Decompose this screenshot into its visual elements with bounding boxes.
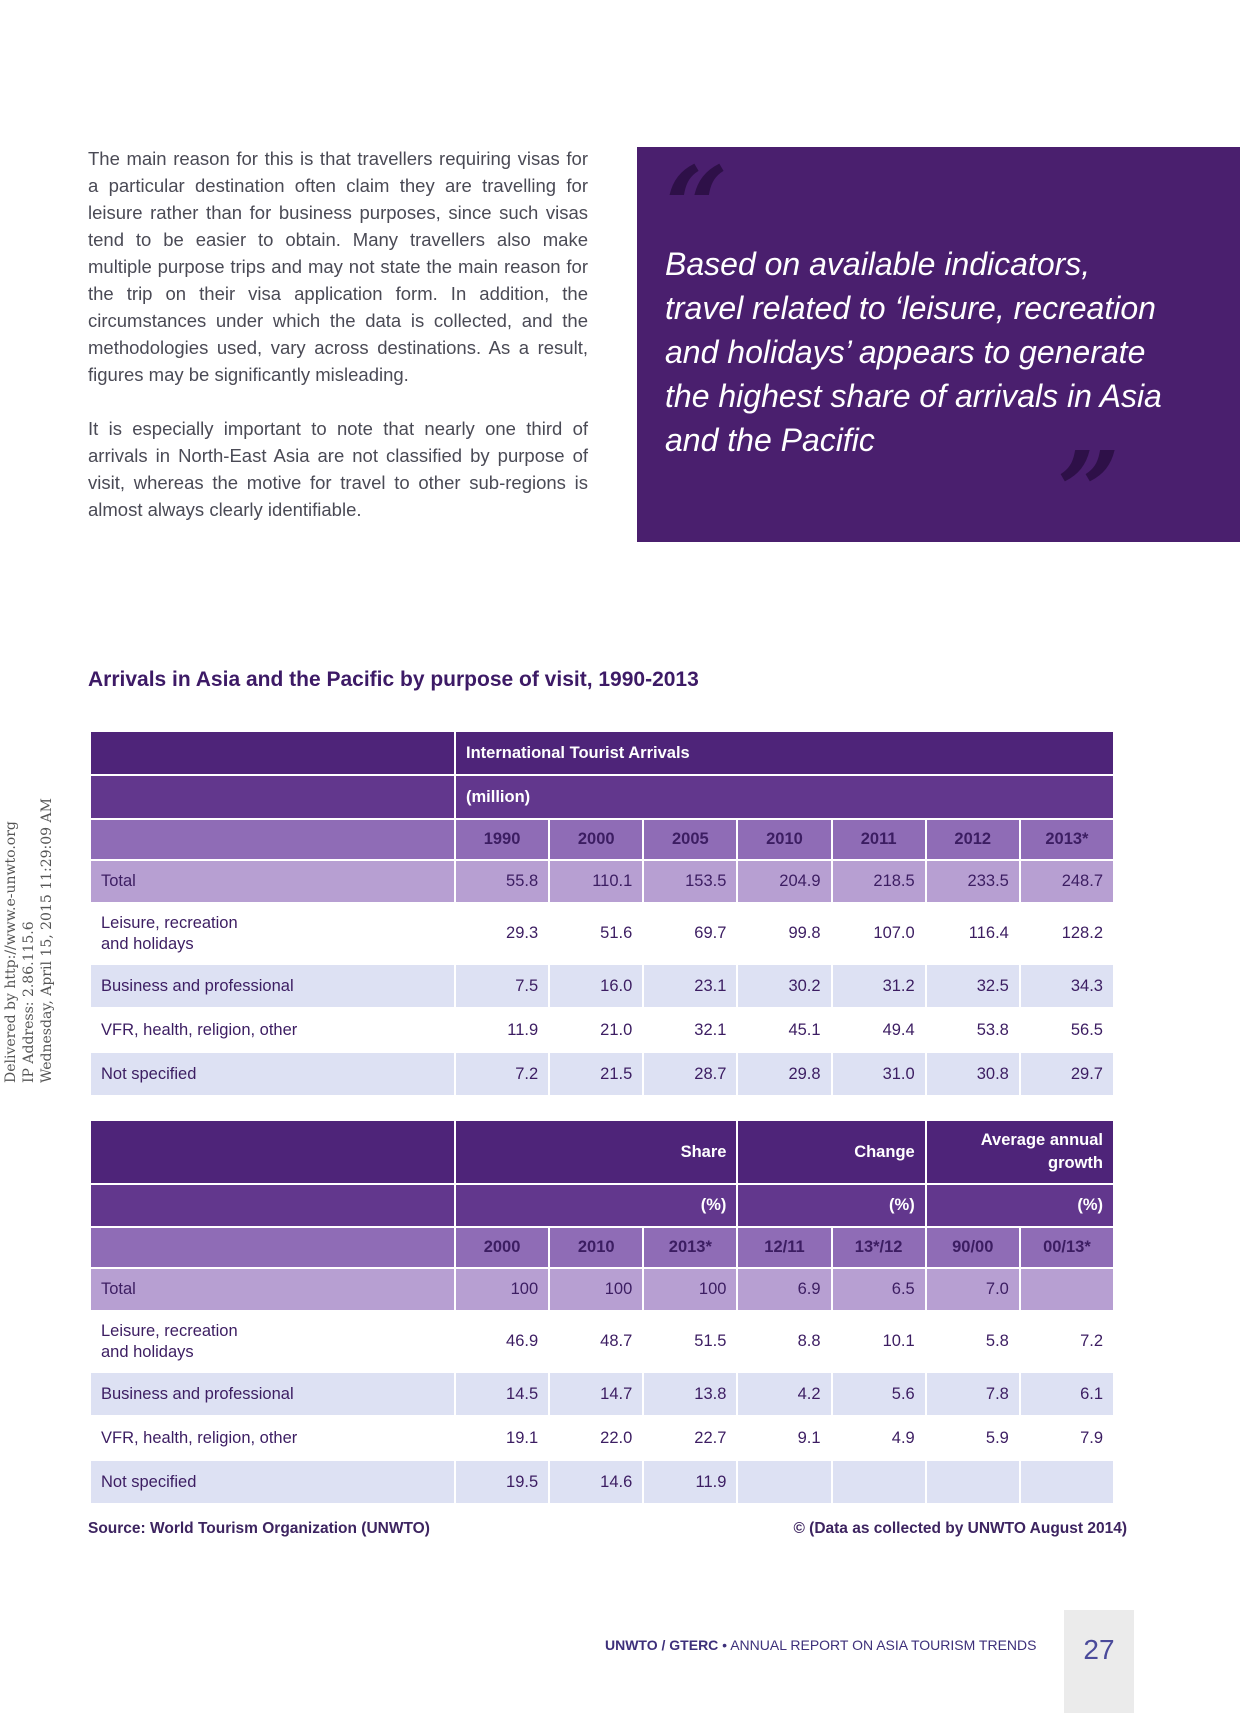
table2-year: 2010: [549, 1227, 643, 1268]
cell: 100: [549, 1268, 643, 1311]
table2-year: 2013*: [643, 1227, 737, 1268]
change-unit: (%): [737, 1184, 925, 1227]
footer-bullet: •: [718, 1637, 731, 1653]
table1-year: 2010: [737, 819, 831, 860]
average-annual-growth-header: Average annual growth: [926, 1120, 1114, 1184]
cell: 49.4: [832, 1008, 926, 1052]
cell: 51.6: [549, 903, 643, 964]
cell: [926, 1460, 1020, 1504]
cell: 30.2: [737, 964, 831, 1008]
table2-year: 12/11: [737, 1227, 831, 1268]
cell: 13.8: [643, 1372, 737, 1416]
cell: 6.5: [832, 1268, 926, 1311]
cell: 5.8: [926, 1311, 1020, 1372]
cell: 99.8: [737, 903, 831, 964]
row-label: Leisure, recreation and holidays: [90, 1311, 455, 1372]
cell: 7.2: [455, 1052, 549, 1096]
table-row: [90, 1268, 1114, 1311]
table1-unit: (million): [455, 775, 1114, 819]
table1-corner-years: [90, 819, 455, 860]
table2-years-row: [90, 1227, 1114, 1268]
cell: 7.8: [926, 1372, 1020, 1416]
cell: 21.5: [549, 1052, 643, 1096]
cell: 116.4: [926, 903, 1020, 964]
cell: 5.9: [926, 1416, 1020, 1460]
cell: 55.8: [455, 860, 549, 903]
table2-corner: [90, 1120, 455, 1184]
table-row: [90, 1311, 1114, 1372]
table2-year: 00/13*: [1020, 1227, 1114, 1268]
cell: 11.9: [455, 1008, 549, 1052]
table-row: [90, 964, 1114, 1008]
cell: 233.5: [926, 860, 1020, 903]
footer-brand: UNWTO / GTERC: [605, 1637, 719, 1653]
cell: 32.5: [926, 964, 1020, 1008]
cell: 22.7: [643, 1416, 737, 1460]
cell: 10.1: [832, 1311, 926, 1372]
row-label: Total: [90, 1268, 455, 1311]
cell: 48.7: [549, 1311, 643, 1372]
cell: 45.1: [737, 1008, 831, 1052]
row-label: VFR, health, religion, other: [90, 1008, 455, 1052]
cell: 51.5: [643, 1311, 737, 1372]
cell: 14.7: [549, 1372, 643, 1416]
cell: 8.8: [737, 1311, 831, 1372]
table-row: [90, 1008, 1114, 1052]
change-header: Change: [737, 1120, 925, 1184]
cell: 9.1: [737, 1416, 831, 1460]
table1-corner: [90, 731, 455, 775]
row-label: Leisure, recreation and holidays: [90, 903, 455, 964]
cell: 4.9: [832, 1416, 926, 1460]
cell: 31.0: [832, 1052, 926, 1096]
cell: 29.8: [737, 1052, 831, 1096]
share-header: Share: [455, 1120, 737, 1184]
open-quote-icon: “: [665, 142, 729, 271]
cell: 29.7: [1020, 1052, 1114, 1096]
cell: 69.7: [643, 903, 737, 964]
cell: 4.2: [737, 1372, 831, 1416]
north-east-asia-paragraph: It is especially important to note that nearly one third of arrivals in North-East Asia are not classified by purpose of visit, whereas the motive for travel to other sub-regions is almost always clearly identifiable.: [88, 418, 588, 520]
watermark-line: Delivered by http://www.e-unwto.org: [3, 821, 19, 1083]
cell: 6.1: [1020, 1372, 1114, 1416]
cell: 100: [643, 1268, 737, 1311]
cell: 6.9: [737, 1268, 831, 1311]
cell: 53.8: [926, 1008, 1020, 1052]
source-note: Source: World Tourism Organization (UNWTO): [88, 1520, 430, 1537]
cell: 7.5: [455, 964, 549, 1008]
row-label: Business and professional: [90, 1372, 455, 1416]
pull-quote-box: [637, 142, 1240, 556]
cell: 14.5: [455, 1372, 549, 1416]
row-label: Total: [90, 860, 455, 903]
table2-year: 2000: [455, 1227, 549, 1268]
cell: 7.9: [1020, 1416, 1114, 1460]
table1-year: 2012: [926, 819, 1020, 860]
cell: 7.0: [926, 1268, 1020, 1311]
table1-header: International Tourist Arrivals: [455, 731, 1114, 775]
share-unit: (%): [455, 1184, 737, 1227]
table-row: [90, 1052, 1114, 1096]
table1-corner-mid: [90, 775, 455, 819]
cell: 11.9: [643, 1460, 737, 1504]
table-row: [90, 1416, 1114, 1460]
cell: 204.9: [737, 860, 831, 903]
close-quote-icon: ”: [1057, 427, 1121, 556]
table2-header-row: [90, 1120, 1114, 1184]
cell: 16.0: [549, 964, 643, 1008]
cell: 19.5: [455, 1460, 549, 1504]
table-row: [90, 860, 1114, 903]
cell: 7.2: [1020, 1311, 1114, 1372]
cell: 218.5: [832, 860, 926, 903]
cell: 110.1: [549, 860, 643, 903]
cell: 248.7: [1020, 860, 1114, 903]
table1-year: 2011: [832, 819, 926, 860]
copyright-note: © (Data as collected by UNWTO August 2014): [793, 1520, 1127, 1537]
page-number-box: [1064, 1610, 1134, 1713]
cell: 22.0: [549, 1416, 643, 1460]
table1-year: 1990: [455, 819, 549, 860]
cell: 31.2: [832, 964, 926, 1008]
arrivals-table: [89, 730, 1115, 1097]
cell: 153.5: [643, 860, 737, 903]
cell: 23.1: [643, 964, 737, 1008]
table1-years-row: [90, 819, 1114, 860]
table2-year: 90/00: [926, 1227, 1020, 1268]
cell: 19.1: [455, 1416, 549, 1460]
delivery-watermark: [2, 798, 56, 1083]
table1-year: 2000: [549, 819, 643, 860]
cell: 21.0: [549, 1008, 643, 1052]
intro-paragraph: The main reason for this is that travellers requiring visas for a particular destination often claim they are travelling for leisure rather than for business purposes, since such visas tend to be easier to obtain. Many travellers also make multiple purpose trips and may not state the main reason for the trip on their visa application form. In addition, the circumstances under which the data is collected, and the methodologies used, vary across destinations. As a result, figures may be significantly misleading.: [88, 148, 588, 385]
table-row: [90, 903, 1114, 964]
table-title: Arrivals in Asia and the Pacific by purpose of visit, 1990-2013: [88, 668, 699, 691]
row-label: Not specified: [90, 1052, 455, 1096]
growth-unit: (%): [926, 1184, 1114, 1227]
table1-unit-row: [90, 775, 1114, 819]
table-row: [90, 1460, 1114, 1504]
cell: 34.3: [1020, 964, 1114, 1008]
table-row: [90, 1372, 1114, 1416]
table2-corner-years: [90, 1227, 455, 1268]
cell: [1020, 1460, 1114, 1504]
table2-year: 13*/12: [832, 1227, 926, 1268]
cell: 28.7: [643, 1052, 737, 1096]
cell: 46.9: [455, 1311, 549, 1372]
cell: 5.6: [832, 1372, 926, 1416]
row-label: Business and professional: [90, 964, 455, 1008]
cell: 14.6: [549, 1460, 643, 1504]
cell: 29.3: [455, 903, 549, 964]
share-change-growth-table: [89, 1119, 1115, 1505]
row-label: Not specified: [90, 1460, 455, 1504]
watermark-line: Wednesday, April 15, 2015 11:29:09 AM: [39, 798, 55, 1083]
cell: 128.2: [1020, 903, 1114, 964]
table1-year: 2013*: [1020, 819, 1114, 860]
table1-year: 2005: [643, 819, 737, 860]
page-number: 27: [1083, 1634, 1115, 1665]
table1-header-row: [90, 731, 1114, 775]
table2-corner-mid: [90, 1184, 455, 1227]
cell: [1020, 1268, 1114, 1311]
cell: 30.8: [926, 1052, 1020, 1096]
cell: [737, 1460, 831, 1504]
running-footer: [605, 1637, 1036, 1653]
cell: [832, 1460, 926, 1504]
pull-quote-text: Based on available indicators, travel related to ‘leisure, recreation and holidays’ appears to generate the highest share of arrivals in Asia and the Pacific: [665, 246, 1162, 458]
cell: 100: [455, 1268, 549, 1311]
cell: 56.5: [1020, 1008, 1114, 1052]
cell: 32.1: [643, 1008, 737, 1052]
table2-unit-row: [90, 1184, 1114, 1227]
footer-title: ANNUAL REPORT ON ASIA TOURISM TRENDS: [730, 1637, 1037, 1653]
row-label: VFR, health, religion, other: [90, 1416, 455, 1460]
cell: 107.0: [832, 903, 926, 964]
watermark-line: IP Address: 2.86.115.6: [21, 921, 37, 1083]
